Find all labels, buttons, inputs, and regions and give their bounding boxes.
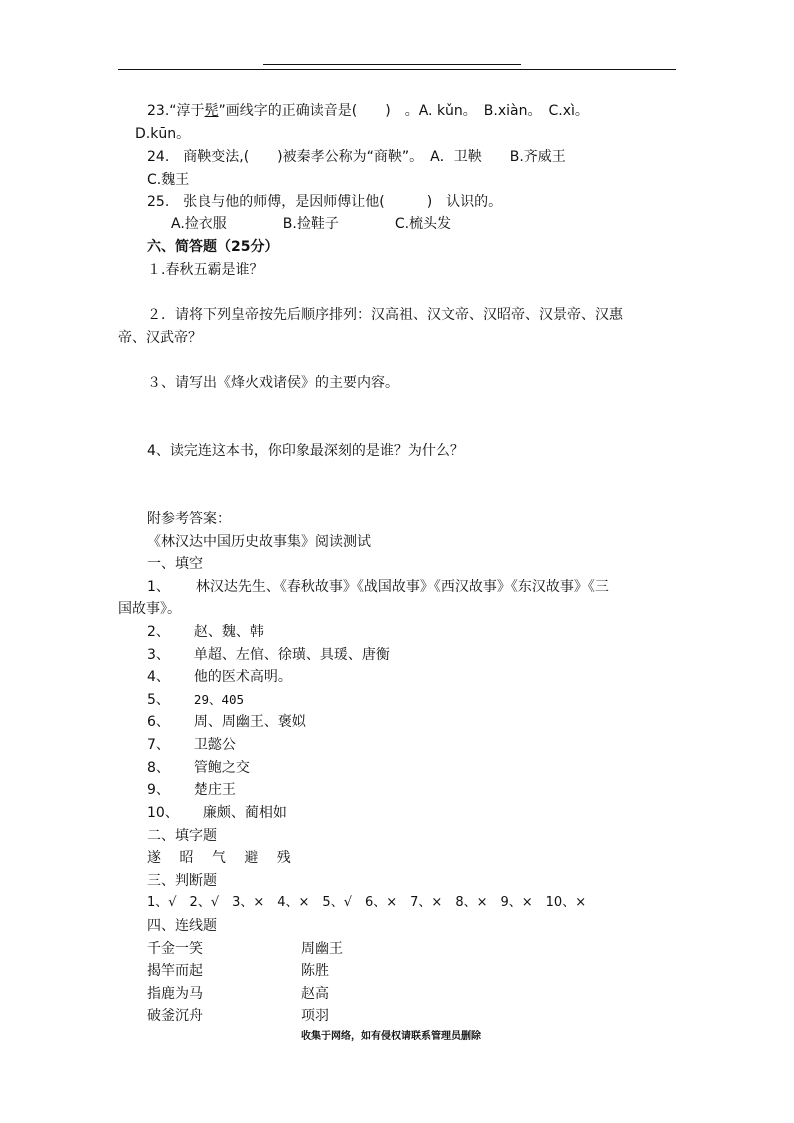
- fill-answer-num: 9、: [147, 782, 170, 798]
- part-3-answer: 1、√ 2、√ 3、× 4、× 5、√ 6、× 7、× 8、× 9、× 10、×: [147, 895, 587, 910]
- page-footer: 收集于网络，如有侵权请联系管理员删除: [301, 1031, 481, 1042]
- fill-answer-6: [147, 713, 306, 731]
- q23-underlined-char: 髡: [204, 103, 219, 119]
- short-question-1: １.春秋五霸是谁？: [147, 262, 264, 278]
- fill-answer-text: 单超、左倌、徐璜、具瑗、唐衡: [193, 647, 390, 663]
- fill-answer-text: 29、405: [193, 692, 245, 707]
- fill-answer-num: 7、: [147, 737, 170, 753]
- fill-answer-text: 卫懿公: [193, 737, 236, 753]
- match-left: 揭竿而起: [147, 963, 203, 979]
- answers-heading: 附参考答案：: [147, 511, 231, 527]
- fill-answer-num: 6、: [147, 714, 170, 730]
- question-23: [147, 102, 589, 120]
- fill-answer-num: 1、: [147, 579, 170, 595]
- fill-answer-8: [147, 759, 250, 777]
- fill-answer-text: 周、周幽王、褒姒: [193, 714, 306, 730]
- match-row-right: [301, 985, 329, 1003]
- part-3-title: 三、判断题: [147, 873, 217, 889]
- short-question-3: ３、请写出《烽火戏诸侯》的主要内容。: [147, 375, 399, 391]
- fill-answer-2: [147, 623, 264, 641]
- question-24-continued: C.魏王: [147, 172, 190, 188]
- match-left: 破釜沉舟: [147, 1008, 203, 1024]
- fill-answer-3: [147, 646, 390, 664]
- match-row: [147, 985, 203, 1003]
- fill-answer-text: 廉颇、蔺相如: [202, 805, 287, 821]
- fill-answer-num: 8、: [147, 760, 170, 776]
- header-rule-long: [118, 69, 676, 70]
- question-24: 24. 商鞅变法,( )被秦孝公称为“商鞅”。 A．卫鞅 B.齐威王: [147, 149, 566, 165]
- fill-answer-num: 10、: [147, 805, 179, 821]
- fill-answer-text: 楚庄王: [193, 782, 236, 798]
- match-row: [147, 962, 203, 980]
- part-1-title: 一、填空: [147, 556, 203, 572]
- short-question-2: ２．请将下列皇帝按先后顺序排列：汉高祖、汉文帝、汉昭帝、汉景帝、汉惠: [147, 307, 623, 323]
- fill-answer-num: 3、: [147, 647, 170, 663]
- fill-answer-num: 2、: [147, 624, 170, 640]
- q23-rest: ”画线字的正确读音是( ) 。A. kǔn。 B.xiàn。 C.xì。: [218, 103, 589, 119]
- part-2-title: 二、填字题: [147, 828, 217, 844]
- fill-answer-text: 他的医术高明。: [193, 669, 292, 685]
- fill-answer-7: [147, 736, 236, 754]
- fill-answer-10: [147, 804, 287, 822]
- fill-answer-text: 赵、魏、韩: [193, 624, 264, 640]
- match-left: 千金一笑: [147, 941, 203, 957]
- fill-answer-num: 5、: [147, 692, 170, 708]
- question-23-continued: D.kūn。: [135, 126, 191, 142]
- part-4-title: 四、连线题: [147, 918, 217, 934]
- fill-answer-9: [147, 781, 236, 799]
- fill-answer-1: [147, 578, 609, 596]
- short-question-2-continued: 帝、汉武帝？: [118, 330, 202, 346]
- match-right: 周幽王: [301, 941, 343, 957]
- short-question-4: 4、读完连这本书，你印象最深刻的是谁？为什么？: [147, 443, 464, 459]
- fill-answer-5: [147, 691, 244, 709]
- part-2-answer: 遂 昭 气 避 残: [147, 850, 291, 866]
- match-row: [147, 940, 203, 958]
- q23-prefix: 23.“淳于: [147, 103, 205, 119]
- answers-title: 《林汉达中国历史故事集》阅读测试: [147, 534, 371, 550]
- fill-answer-num: 4、: [147, 669, 170, 685]
- question-25: 25. 张良与他的师傅，是因师傅让他( ) 认识的。: [147, 194, 503, 210]
- header-rule-short: [263, 64, 521, 65]
- match-right: 项羽: [301, 1008, 329, 1024]
- fill-answer-1-continued: 国故事》。: [118, 601, 181, 617]
- match-row-right: [301, 962, 329, 980]
- match-right: 陈胜: [301, 963, 329, 979]
- match-row-right: [301, 940, 343, 958]
- match-right: 赵高: [301, 986, 329, 1002]
- fill-answer-text: 林汉达先生、《春秋故事》《战国故事》《西汉故事》《东汉故事》《三: [195, 579, 609, 595]
- fill-answer-text: 管鲍之交: [193, 760, 250, 776]
- match-row-right: [301, 1007, 329, 1025]
- match-left: 指鹿为马: [147, 986, 203, 1002]
- fill-answer-4: [147, 668, 292, 686]
- section-6-title: 六、简答题（25分）: [147, 239, 279, 255]
- match-row: [147, 1007, 203, 1025]
- question-25-options: A.捡衣服 B.捡鞋子 C.梳头发: [171, 216, 452, 232]
